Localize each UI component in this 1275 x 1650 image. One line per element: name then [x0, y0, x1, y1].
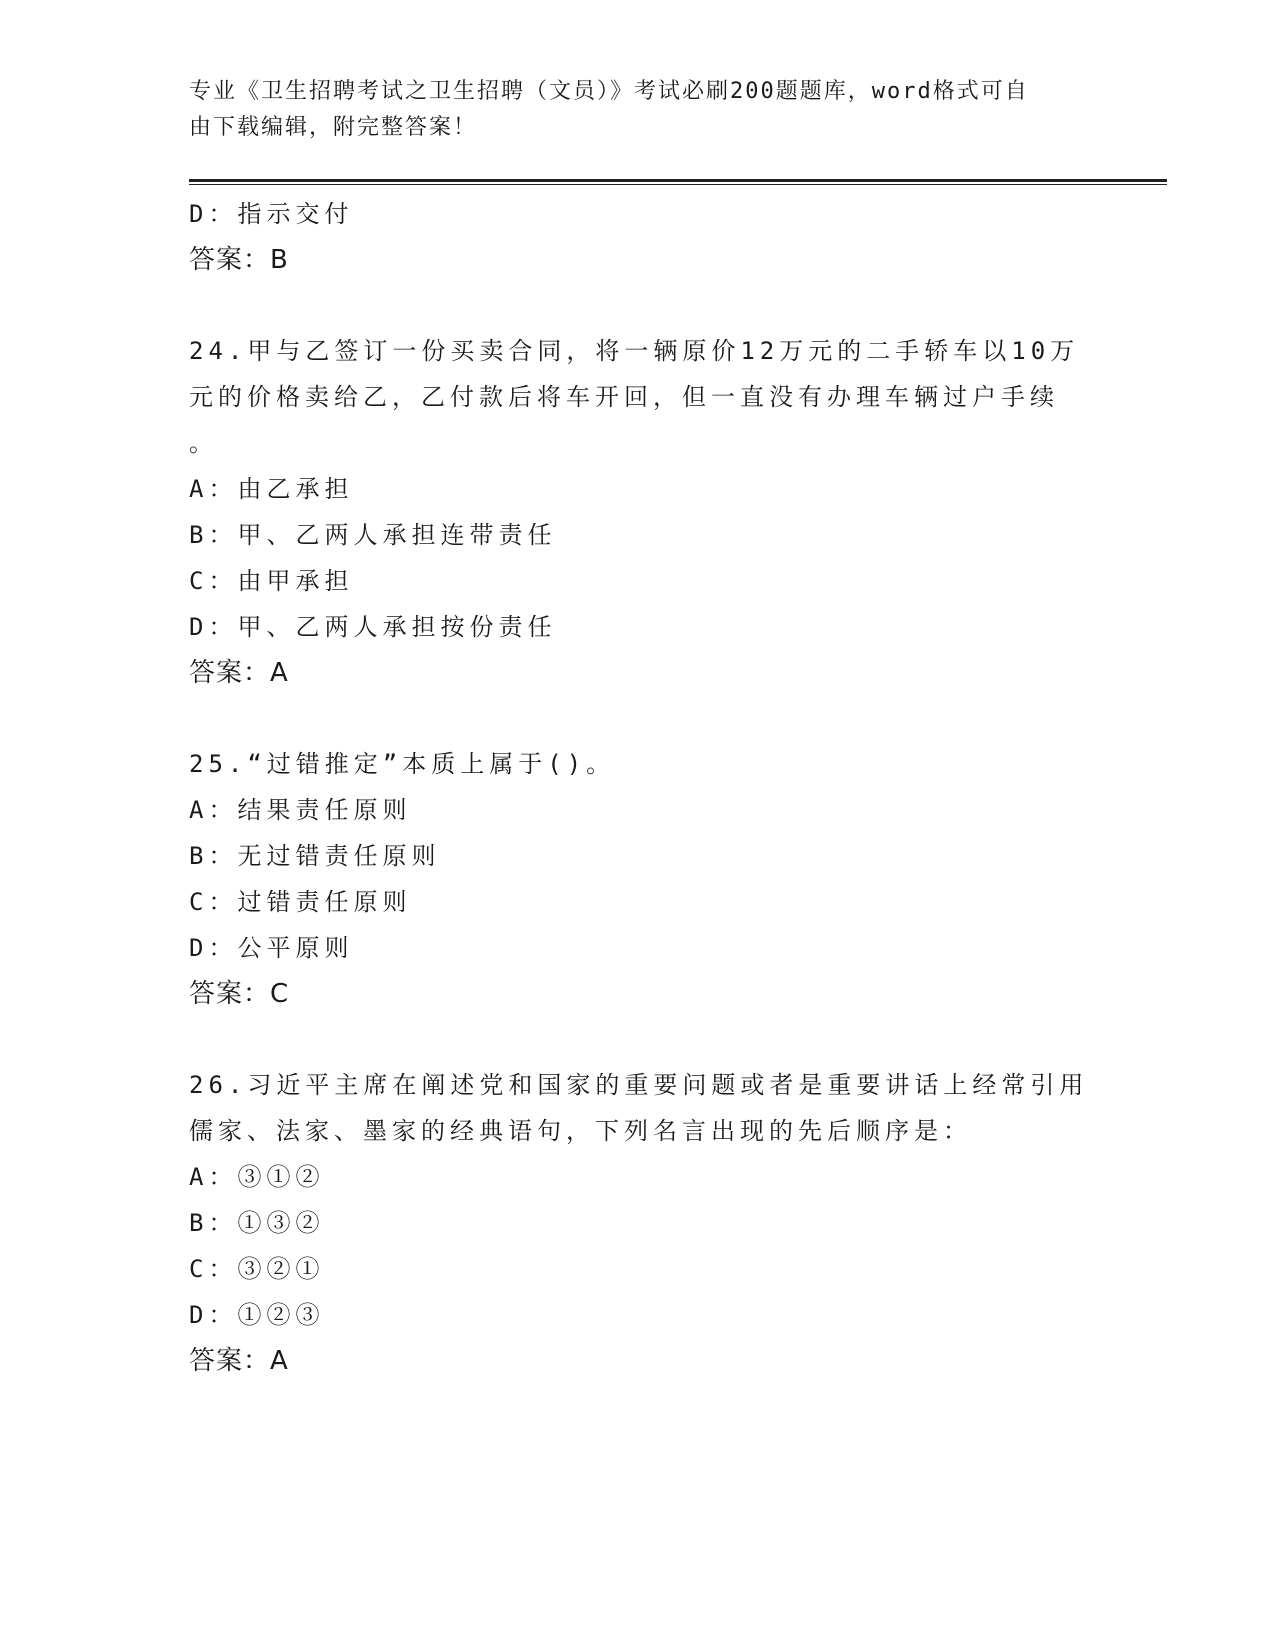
- question-stem-line: 元的价格卖给乙，乙付款后将车开回，但一直没有办理车辆过户手续: [189, 383, 1059, 411]
- header-line-1: 专业《卫生招聘考试之卫生招聘（文员）》考试必刷200题题库，word格式可自: [189, 79, 1029, 104]
- header-line-2: 由下载编辑，附完整答案！: [189, 115, 478, 140]
- question-25: [189, 741, 1089, 1017]
- question-list: [189, 191, 1089, 1384]
- question-stem-line: 儒家、法家、墨家的经典语句，下列名言出现的先后顺序是：: [189, 1117, 972, 1145]
- option-a: A：结果责任原则: [189, 796, 412, 824]
- option-d: D：①②③: [189, 1301, 325, 1329]
- option-b: B：无过错责任原则: [189, 842, 441, 870]
- header-divider-thick: [189, 179, 1167, 182]
- answer: 答案：B: [189, 245, 289, 275]
- question-stem-line: 26.习近平主席在阐述党和国家的重要问题或者是重要讲话上经常引用: [189, 1071, 1089, 1099]
- question-26: [189, 1062, 1089, 1384]
- option-b: B：①③②: [189, 1209, 325, 1237]
- option-d: D：甲、乙两人承担按份责任: [189, 613, 557, 641]
- option-a: A：由乙承担: [189, 475, 354, 503]
- option-b: B：甲、乙两人承担连带责任: [189, 521, 557, 549]
- option-d: D：公平原则: [189, 934, 354, 962]
- question-23-tail: [189, 191, 1089, 283]
- question-stem-line: 。: [189, 429, 218, 457]
- answer: 答案：A: [189, 658, 289, 688]
- option-d: D：指示交付: [189, 200, 354, 228]
- document-header: [189, 74, 1089, 146]
- option-c: C：过错责任原则: [189, 888, 412, 916]
- option-c: C：由甲承担: [189, 567, 354, 595]
- answer: 答案：A: [189, 1346, 289, 1376]
- question-stem-line: 24.甲与乙签订一份买卖合同，将一辆原价12万元的二手轿车以10万: [189, 337, 1080, 365]
- option-a: A：③①②: [189, 1163, 325, 1191]
- option-c: C：③②①: [189, 1255, 325, 1283]
- header-divider-thin: [189, 184, 1167, 185]
- question-stem-line: 25.“过错推定”本质上属于()。: [189, 750, 616, 778]
- question-24: [189, 328, 1089, 696]
- answer: 答案：C: [189, 979, 290, 1009]
